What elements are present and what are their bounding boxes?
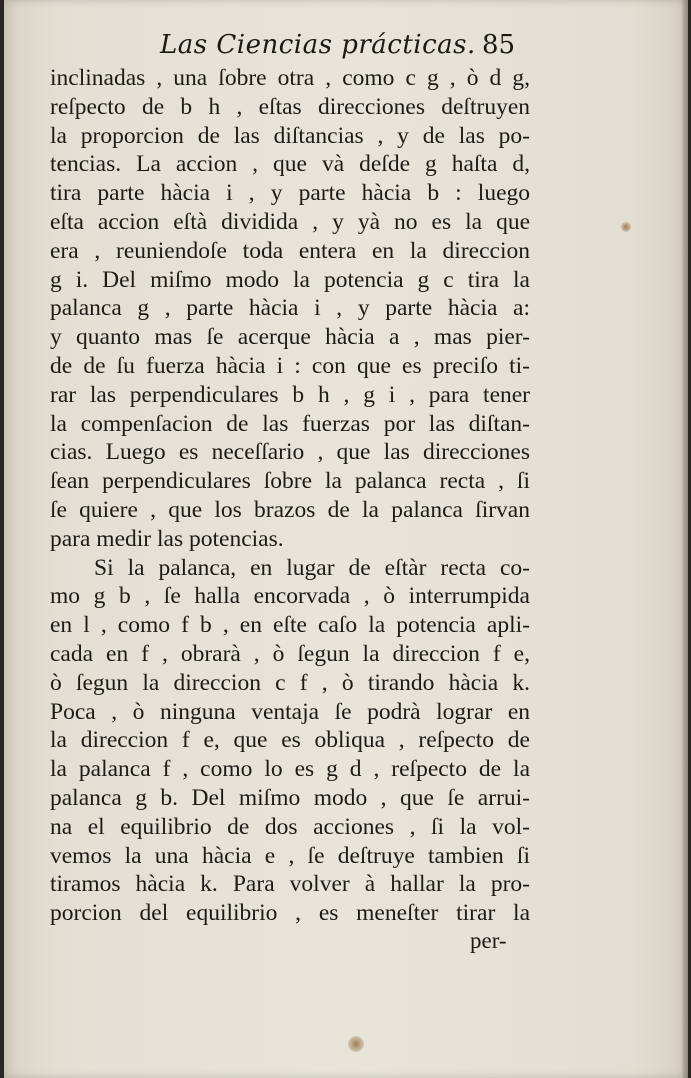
text-line: ò ſegun la direccion c f , ò tirando hàcia k. <box>50 669 530 696</box>
text-line: eſta accion eſtà dividida , y yà no es la que <box>50 208 530 235</box>
text-line: g i. Del miſmo modo la potencia g c tira la <box>50 266 530 293</box>
text-line: na el equilibrio de dos acciones , ſi la vol- <box>50 813 530 840</box>
body-text <box>50 64 530 928</box>
text-line: vemos la una hàcia e , ſe deſtruye tambien ſi <box>50 842 530 869</box>
text-line: Poca , ò ninguna ventaja ſe podrà lograr en <box>50 698 530 725</box>
book-page <box>4 0 688 1078</box>
foxing-spot <box>348 1036 364 1052</box>
page-number: 85 <box>482 30 516 60</box>
text-line: y quanto mas ſe acerque hàcia a , mas pier- <box>50 324 530 351</box>
foxing-spot <box>621 222 631 232</box>
page-edge <box>682 0 688 1078</box>
text-line: la proporcion de las diſtancias , y de las po- <box>50 122 530 149</box>
text-line: la palanca f , como lo es g d , reſpecto de la <box>50 756 530 783</box>
text-line: inclinadas , una ſobre otra , como c g , ò d g, <box>50 65 530 91</box>
text-line: tencias. La accion , que và deſde g haſta d, <box>50 151 530 178</box>
text-line: Si la palanca, en lugar de eſtàr recta co- <box>94 554 530 581</box>
text-line: ſe quiere , que los brazos de la palanca ſirvan <box>50 496 530 523</box>
text-line: para medir las potencias. <box>50 525 284 552</box>
text-line: de de ſu fuerza hàcia i : con que es preciſo ti- <box>50 352 530 379</box>
text-line: rar las perpendiculares b h , g i , para tener <box>50 381 530 408</box>
text-line: la compenſacion de las fuerzas por las diſtan- <box>50 410 530 437</box>
running-title: Las Ciencias prácticas. <box>160 30 476 60</box>
text-line: la direccion f e, que es obliqua , reſpecto de <box>50 727 530 754</box>
text-line: ſean perpendiculares ſobre la palanca recta , ſi <box>50 468 530 495</box>
text-line: en l , como f b , en eſte caſo la potencia apli- <box>50 612 530 639</box>
catchword: per- <box>470 928 507 953</box>
text-line: palanca g , parte hàcia i , y parte hàcia a: <box>50 295 530 322</box>
text-line: palanca g b. Del miſmo modo , que ſe arrui- <box>50 784 530 811</box>
text-line: cada en f , obrarà , ò ſegun la direccion f e, <box>50 640 530 667</box>
text-line: tira parte hàcia i , y parte hàcia b : luego <box>50 180 530 207</box>
text-line: mo g b , ſe halla encorvada , ò interrumpida <box>50 583 530 610</box>
text-line: era , reuniendoſe toda entera en la direccion <box>50 237 530 264</box>
text-line: cias. Luego es neceſſario , que las direcciones <box>50 439 530 466</box>
text-line: reſpecto de b h , eſtas direcciones deſtruyen <box>50 93 530 120</box>
text-line: tiramos hàcia k. Para volver à hallar la pro- <box>50 871 530 898</box>
text-line: porcion del equilibrio , es meneſter tirar la <box>50 900 530 927</box>
